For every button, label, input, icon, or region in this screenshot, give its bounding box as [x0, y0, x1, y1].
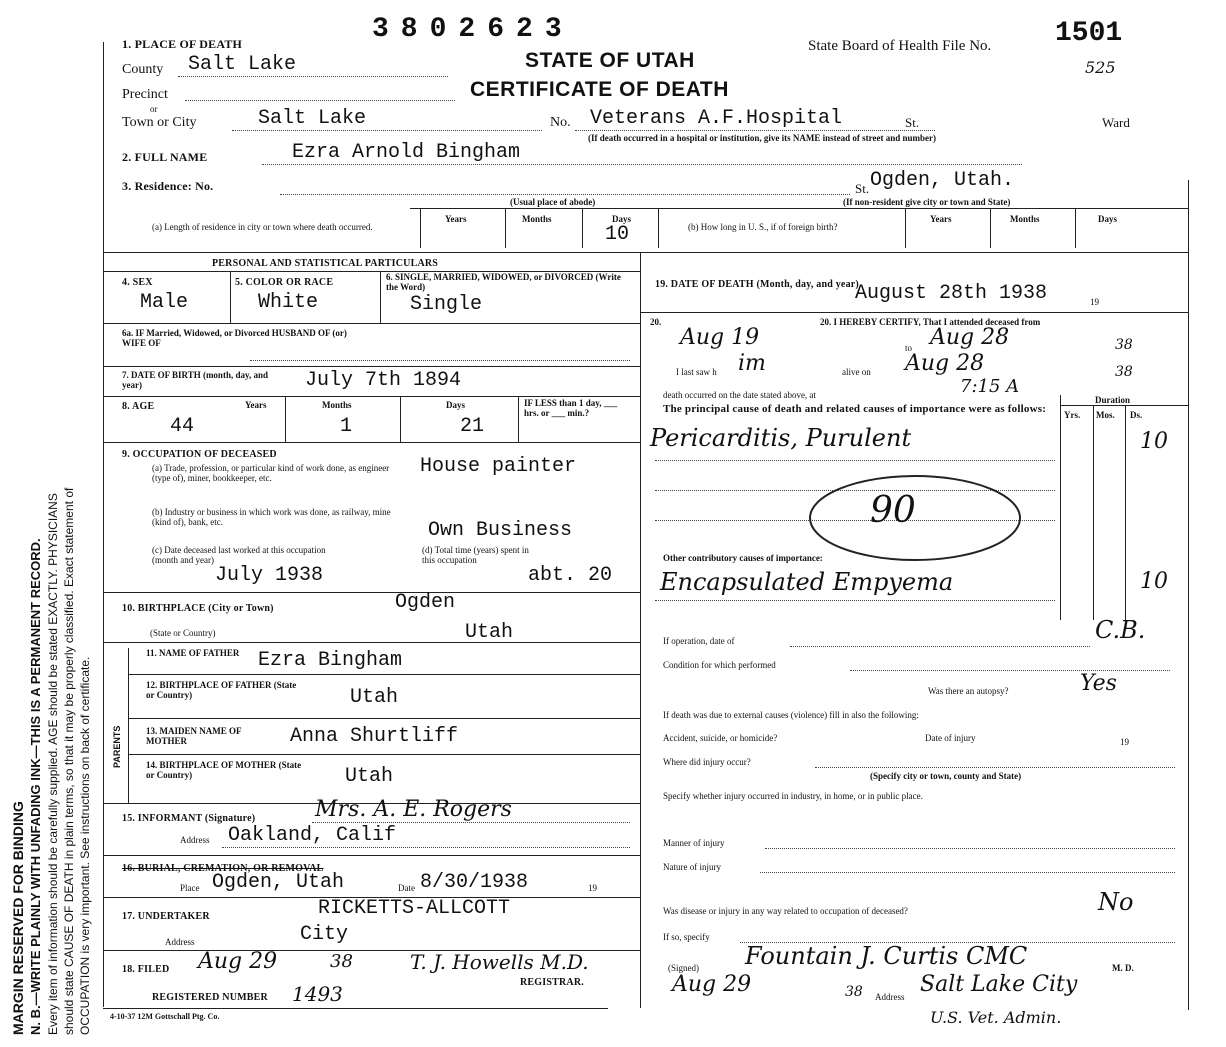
total-time-value: abt. 20: [528, 564, 613, 587]
manner-label: Manner of injury: [663, 838, 725, 848]
mother-value: Anna Shurtliff: [290, 725, 459, 748]
alive-on-value: Aug 28: [905, 351, 985, 376]
burial-year-prefix: 19: [588, 883, 597, 893]
specify-injury-label: Specify whether injury occurred in industry, in home, or in public place.: [663, 791, 923, 801]
duration-ds: Ds.: [1130, 410, 1143, 420]
birthplace-state-label: (State or Country): [150, 628, 216, 638]
death-occurred-label: death occurred on the date stated above, at: [663, 390, 816, 400]
initials: C.B.: [1095, 616, 1146, 644]
occupation-c-label: (c) Date deceased last worked at this occupation (month and year): [152, 545, 326, 565]
contributory-duration-days: 10: [1140, 569, 1168, 594]
or-label: or: [150, 104, 158, 114]
injury-date-label: Date of injury: [925, 733, 976, 743]
undertaker-address-label: Address: [165, 937, 195, 947]
undertaker-value: RICKETTS-ALLCOTT: [318, 897, 511, 920]
margin-instruction-1: Every item of information should be carefully supplied. AGE should be stated EXACTLY. PHYSICIANS: [46, 493, 60, 1035]
parents-label: PARENTS: [112, 725, 122, 768]
no-label: No.: [550, 115, 571, 130]
file-label: State Board of Health File No.: [808, 38, 992, 54]
us-days-header: Days: [1098, 214, 1118, 224]
father-value: Ezra Bingham: [258, 649, 403, 672]
informant-address-label: Address: [180, 835, 210, 845]
file-number: 1501: [1055, 18, 1123, 49]
cause-value: Pericarditis, Purulent: [650, 424, 912, 452]
birthplace-label: 10. BIRTHPLACE (City or Town): [122, 603, 274, 614]
age-years-value: 44: [170, 415, 195, 438]
age-months-value: 1: [340, 415, 353, 438]
contributory-label: Other contributory causes of importance:: [663, 553, 823, 563]
marital-value: Single: [410, 293, 483, 316]
occupation-value: House painter: [420, 455, 577, 478]
length-residence-label: (a) Length of residence in city or town where death occurred.: [152, 222, 373, 232]
res-days-value: 10: [605, 223, 630, 246]
personal-header: PERSONAL AND STATISTICAL PARTICULARS: [212, 258, 439, 269]
age-years-label: Years: [245, 400, 267, 410]
father-birthplace-label: 12. BIRTHPLACE OF FATHER (State or Country): [146, 680, 297, 700]
last-saw-value: im: [738, 351, 766, 376]
signed-label: (Signed): [668, 963, 699, 973]
burial-place-value: Ogden, Utah: [212, 871, 345, 894]
filed-date: Aug 29: [198, 949, 278, 974]
cause-label: The principal cause of death and related causes of importance were as follows:: [663, 403, 1047, 415]
filed-year: 38: [330, 951, 353, 972]
place-of-death-label: 1. PLACE OF DEATH: [122, 37, 243, 51]
undertaker-label: 17. UNDERTAKER: [122, 911, 210, 922]
physician-address: Salt Lake City: [920, 972, 1078, 997]
undertaker-address-value: City: [300, 923, 349, 946]
occupation-b-label: (b) Industry or business in which work was done, as railway, mine (kind of), bank, etc.: [152, 507, 391, 527]
mother-birthplace-label: 14. BIRTHPLACE OF MOTHER (State or Country): [146, 760, 302, 780]
ward-label: Ward: [1102, 115, 1130, 130]
attended-to: Aug 28: [930, 325, 1010, 350]
foreign-birth-label: (b) How long in U. S., if of foreign birth?: [688, 222, 838, 232]
us-months-header: Months: [1010, 214, 1040, 224]
sex-label: 4. SEX: [122, 277, 153, 288]
where-injury-label: Where did injury occur?: [663, 757, 751, 767]
operation-label: If operation, date of: [663, 636, 735, 646]
occupation-d-label: (d) Total time (years) spent in this occupation: [422, 545, 529, 565]
state-title: STATE OF UTAH: [525, 49, 695, 72]
duration-mos: Mos.: [1096, 410, 1115, 420]
serial-number: 3802623: [372, 14, 574, 45]
registrar-signature: T. J. Howells M.D.: [410, 950, 589, 974]
certify-label: 20. I HEREBY CERTIFY, That I attended deceased from: [820, 317, 1041, 327]
informant-signature: Mrs. A. E. Rogers: [315, 797, 512, 822]
dob-value: July 7th 1894: [305, 369, 462, 392]
date-of-death-label: 19. DATE OF DEATH (Month, day, and year): [655, 279, 859, 290]
margin-instruction-2: should state CAUSE OF DEATH in plain terms, so that it may be properly classified. Exact statement of: [62, 487, 76, 1035]
duration-yrs: Yrs.: [1064, 410, 1081, 420]
usual-abode-note: (Usual place of abode): [510, 197, 596, 207]
where-injury-note: (Specify city or town, county and State): [870, 771, 1022, 781]
informant-address-value: Oakland, Calif: [228, 824, 397, 847]
injury-year-prefix: 19: [1120, 737, 1129, 747]
age-label: 8. AGE: [122, 401, 155, 412]
hospital-note: (If death occurred in a hospital or institution, give its NAME instead of street and number): [588, 133, 937, 143]
county-value: Salt Lake: [188, 53, 297, 76]
md-label: M. D.: [1112, 963, 1134, 973]
physician-address-label: Address: [875, 992, 905, 1002]
res-months-header: Months: [522, 214, 552, 224]
date-of-death-year-prefix: 19: [1090, 297, 1099, 307]
frame-left: [103, 42, 104, 1007]
frame-bottom: [103, 1008, 608, 1009]
parents-bracket: [128, 648, 129, 803]
burial-date-label: Date: [398, 883, 415, 893]
full-name-label: 2. FULL NAME: [122, 150, 208, 164]
age-days-label: Days: [446, 400, 466, 410]
duration-label: Duration: [1095, 395, 1131, 405]
registrar-label: REGISTRAR.: [520, 977, 584, 988]
nature-label: Nature of injury: [663, 862, 721, 872]
last-worked-value: July 1938: [215, 564, 324, 587]
res-years-header: Years: [445, 214, 467, 224]
condition-label: Condition for which performed: [663, 660, 776, 670]
divider-columns: [640, 252, 641, 1008]
precinct-label: Precinct: [122, 87, 168, 102]
business-value: Own Business: [428, 519, 573, 542]
age-days-value: 21: [460, 415, 485, 438]
contributory-value: Encapsulated Empyema: [660, 568, 954, 596]
nonresident-note: (If non-resident give city or town and State): [843, 197, 1011, 207]
color-label: 5. COLOR OR RACE: [235, 277, 334, 288]
margin-binding-text: MARGIN RESERVED FOR BINDING: [10, 801, 26, 1035]
divider-personal: [103, 252, 1188, 253]
registered-number-value: 1493: [292, 982, 343, 1006]
full-name-value: Ezra Arnold Bingham: [292, 141, 521, 164]
death-time: 7:15 A: [960, 376, 1020, 397]
res-days-header: Days: [612, 214, 632, 224]
spouse-label: 6a. IF Married, Widowed, or Divorced HUSBAND OF (or) WIFE OF: [122, 328, 347, 348]
father-label: 11. NAME OF FATHER: [146, 648, 240, 658]
birthplace-city-value: Ogden: [395, 591, 456, 614]
printer-note: 4-10-37 12M Gottschall Ptg. Co.: [110, 1012, 220, 1021]
father-birthplace-value: Utah: [350, 686, 399, 709]
margin-instruction-3: OCCUPATION is very important. See instructions on back of certificate.: [78, 656, 92, 1035]
external-causes-label: If death was due to external causes (violence) fill in also the following:: [663, 710, 919, 720]
mother-birthplace-value: Utah: [345, 765, 394, 788]
occupation-related-label: Was disease or injury in any way related to occupation of deceased?: [663, 906, 908, 916]
county-label: County: [122, 62, 164, 77]
physician-signature: Fountain J. Curtis CMC: [745, 942, 1028, 970]
accident-label: Accident, suicide, or homicide?: [663, 733, 778, 743]
cause-code: 90: [870, 490, 916, 531]
date-of-death-value: August 28th 1938: [855, 282, 1048, 305]
burial-place-label: Place: [180, 883, 200, 893]
occupation-label: 9. OCCUPATION OF DECEASED: [122, 449, 277, 460]
sex-value: Male: [140, 291, 189, 314]
certify-number: 20.: [650, 317, 662, 327]
mother-label: 13. MAIDEN NAME OF MOTHER: [146, 726, 242, 746]
attended-year: 38: [1115, 337, 1133, 353]
residence-st-label: St.: [855, 181, 870, 196]
signed-year: 38: [845, 984, 863, 1000]
autopsy-value: Yes: [1080, 671, 1117, 696]
age-months-label: Months: [322, 400, 352, 410]
burial-label: 16. BURIAL, CREMATION, OR REMOVAL: [122, 863, 324, 874]
file-sub-number: 525: [1085, 58, 1116, 77]
signed-date: Aug 29: [672, 972, 752, 997]
hospital-note-handwritten: U.S. Vet. Admin.: [930, 1008, 1062, 1027]
less-label: IF LESS than 1 day, ___ hrs. or ___ min.?: [524, 398, 618, 418]
last-saw-label: I last saw h: [676, 367, 717, 377]
if-so-label: If so, specify: [663, 932, 710, 942]
color-value: White: [258, 291, 319, 314]
burial-date-value: 8/30/1938: [420, 871, 529, 894]
certificate-title: CERTIFICATE OF DEATH: [470, 78, 729, 101]
town-value: Salt Lake: [258, 107, 367, 130]
us-years-header: Years: [930, 214, 952, 224]
birthplace-state-value: Utah: [465, 621, 514, 644]
residence-label: 3. Residence: No.: [122, 179, 214, 193]
alive-year: 38: [1115, 364, 1133, 380]
autopsy-label: Was there an autopsy?: [928, 686, 1009, 696]
residence-value: Ogden, Utah.: [870, 169, 1015, 192]
registered-number-label: REGISTERED NUMBER: [152, 992, 268, 1003]
filed-label: 18. FILED: [122, 964, 170, 975]
margin-ink-text: N. B.—WRITE PLAINLY WITH UNFADING INK—THIS IS A PERMANENT RECORD.: [28, 538, 43, 1035]
hospital-value: Veterans A.F.Hospital: [590, 107, 843, 130]
occupation-related-value: No: [1098, 888, 1134, 916]
dob-label: 7. DATE OF BIRTH (month, day, and year): [122, 370, 268, 390]
attended-to-label: to: [905, 343, 913, 353]
marital-label: 6. SINGLE, MARRIED, WIDOWED, or DIVORCED (Write the Word): [386, 272, 621, 292]
informant-label: 15. INFORMANT (Signature): [122, 813, 256, 824]
frame-right: [1188, 180, 1189, 1010]
st-label: St.: [905, 115, 920, 130]
cause-duration-days: 10: [1140, 429, 1168, 454]
occupation-a-label: (a) Trade, profession, or particular kind of work done, as engineer (type of), miner, bookkeeper, etc.: [152, 463, 390, 483]
attended-from: Aug 19: [680, 325, 760, 350]
alive-on-label: alive on: [842, 367, 871, 377]
town-label: Town or City: [122, 115, 197, 130]
